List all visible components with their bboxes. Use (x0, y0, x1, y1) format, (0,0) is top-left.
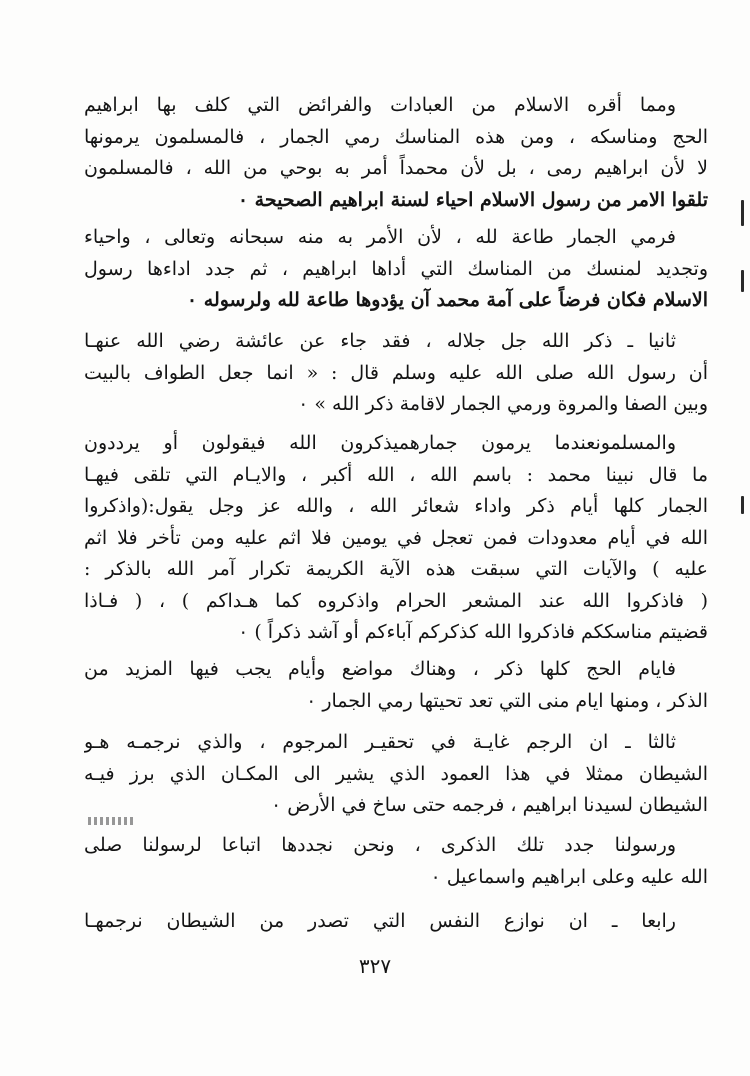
page-number: ٣٢٧ (358, 954, 392, 978)
text-line: ومما أقره الاسلام من العبادات والفرائض التي كلف بها ابراهيم (84, 94, 676, 116)
text-line: عليه ) والآيات التي سبقت هذه الآية الكريمة تكرار آمر الله بالذكر : (84, 558, 708, 580)
text-line: وتجديد لمنسك من المناسك التي أداها ابراهيم ، ثم جدد اداءها رسول (84, 257, 708, 280)
text-line: لا لأن ابراهيم رمى ، بل لأن محمداً أمر به بوحي من الله ، فالمسلمون (84, 157, 708, 179)
text-line: رابعا ـ ان نوازع النفس التي تصدر من الشيطان نرجمهـا (84, 910, 676, 932)
scan-smudge (88, 817, 134, 825)
text-line: أن رسول الله صلى الله عليه وسلم قال : « انما جعل الطواف بالبيت (84, 361, 708, 384)
scan-edge-mark (741, 200, 744, 226)
text-line: ثالثا ـ ان الرجم غايـة في تحقيـر المرجوم ، والذي نرجمـه هـو (84, 731, 676, 753)
text-line: الشيطان لسيدنا ابراهيم ، فرجمه حتى ساخ في الأرض ٠ (271, 794, 708, 816)
text-line: وبين الصفا والمروة ورمي الجمار لاقامة ذكر الله » ٠ (298, 393, 708, 415)
text-line: تلقوا الامر من رسول الاسلام احياء لسنة ابراهيم الصحيحة ٠ (237, 188, 708, 211)
paragraph-7 (84, 830, 708, 893)
paragraph-1 (84, 90, 708, 216)
paragraph-8 (84, 906, 708, 938)
text-line: الله عليه وعلى ابراهيم واسماعيل ٠ (430, 865, 708, 888)
paragraph-4 (84, 428, 708, 649)
text-line: ( فاذكروا الله عند المشعر الحرام واذكروه كما هـداكم ) ، ( فـاذا (84, 589, 708, 612)
text-line: الجمار كلها أيام ذكر واداء شعائر الله ، والله عز وجل يقول:(واذكروا (84, 495, 708, 517)
text-line: الشيطان ممثلا في هذا العمود الذي يشير الى المكـان الذي برز فيـه (84, 762, 708, 785)
text-line: والمسلمونعندما يرمون جمارهميذكرون الله فيقولون أو يرددون (84, 432, 676, 454)
paragraph-5 (84, 654, 708, 717)
text-line: ما قال نبينا محمد : باسم الله ، الله أكبر ، والايـام التي تلقى فيهـا (84, 463, 708, 486)
text-line: الحج ومناسكه ، ومن هذه المناسك رمي الجمار ، فالمسلمون يرمونها (84, 125, 708, 148)
scan-edge-mark (741, 270, 744, 292)
scan-edge-mark (741, 496, 744, 514)
text-line: ثانيا ـ ذكر الله جل جلاله ، فقد جاء عن عائشة رضي الله عنهـا (84, 330, 676, 352)
text-line: ورسولنا جدد تلك الذكرى ، ونحن نجددها اتباعا لرسولنا صلى (84, 834, 676, 856)
paragraph-6 (84, 727, 708, 822)
text-line: الله في أيام معدودات فمن تعجل في يومين فلا اثم عليه ومن تأخر فلا اثم (84, 526, 708, 549)
paragraph-2 (84, 222, 708, 317)
text-line: فايام الحج كلها ذكر ، وهناك مواضع وأيام يجب فيها المزيد من (84, 658, 676, 680)
text-line: الاسلام فكان فرضاً على آمة محمد آن يؤدوها طاعة لله ولرسوله ٠ (186, 289, 708, 311)
text-line: الذكر ، ومنها ايام منى التي تعد تحيتها رمي الجمار ٠ (306, 689, 708, 712)
text-line: فرمي الجمار طاعة لله ، لأن الأمر به منه سبحانه وتعالى ، واحياء (84, 226, 676, 248)
text-line: قضيتم مناسككم فاذكروا الله كذكركم آباءكم أو آشد ذكراً ) ٠ (238, 621, 708, 643)
paragraph-3 (84, 326, 708, 421)
